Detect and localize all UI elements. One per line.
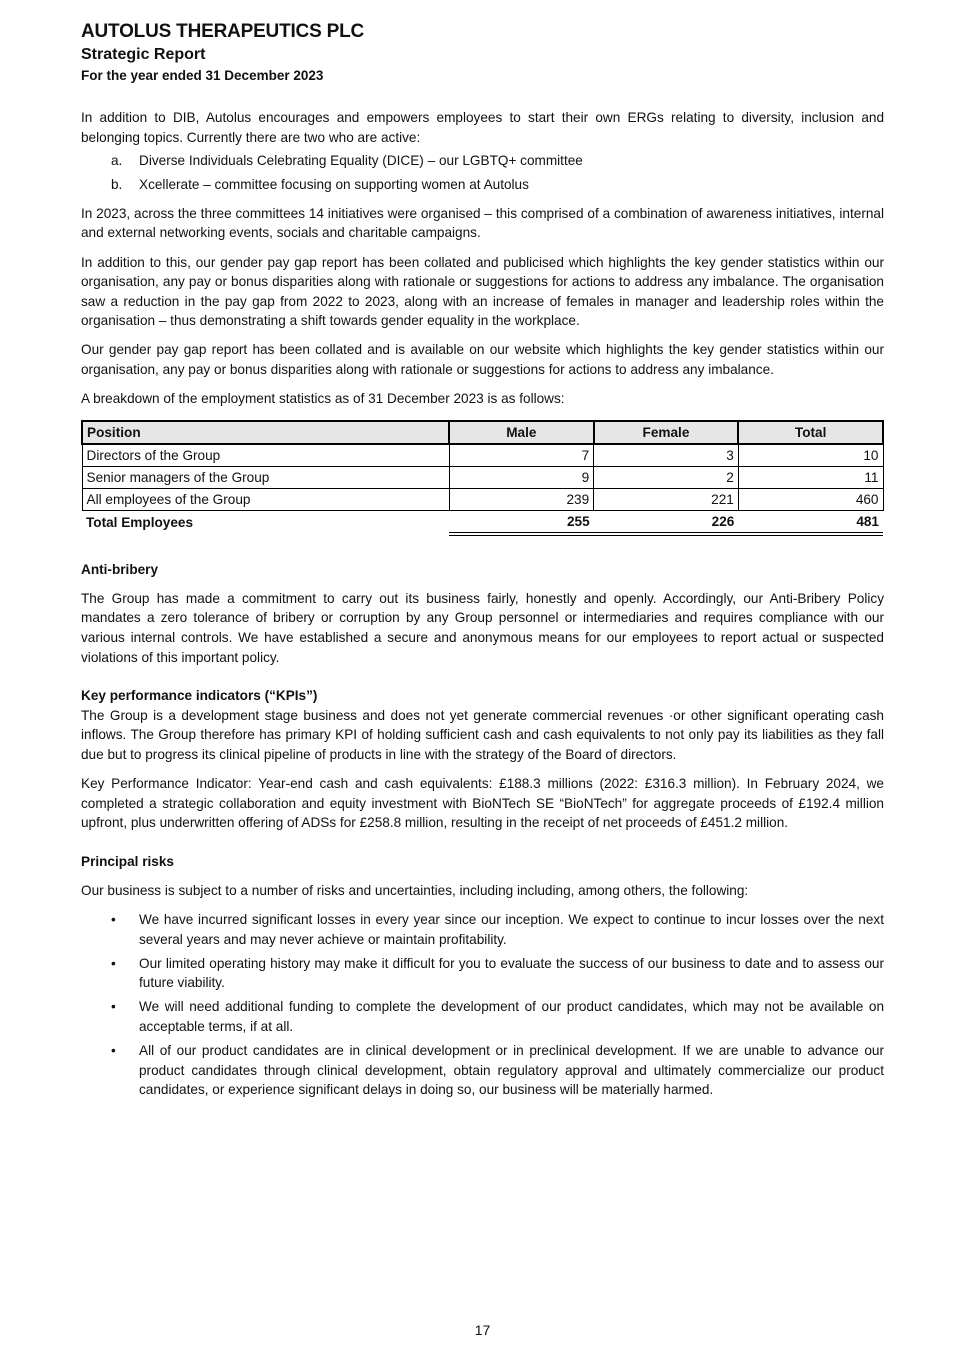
erg-list [81, 151, 884, 194]
list-text: Xcellerate – committee focusing on supporting women at Autolus [139, 176, 529, 192]
table-total-row [82, 510, 883, 534]
cell-position: Total Employees [86, 514, 194, 530]
list-item [81, 910, 884, 949]
report-title: Strategic Report [81, 46, 206, 63]
gender-pay-website-paragraph: Our gender pay gap report has been collated and is available on our website which highlights the key gender statistics within our organisation, any pay or bonus disparities along with rationale or suggestions for actions to address any imbalance. [81, 342, 884, 378]
list-item [81, 997, 884, 1036]
cell-male: 7 [449, 444, 594, 467]
cell-position: Directors of the Group [82, 444, 449, 467]
cell-total: 10 [738, 444, 883, 467]
cell-total: 481 [738, 510, 883, 534]
list-text: Our limited operating history may make it difficult for you to evaluate the success of our business to date and to assess our future viability. [139, 955, 884, 991]
cell-position: All employees of the Group [82, 488, 449, 510]
cell-female: 3 [594, 444, 739, 467]
anti-bribery-paragraph: The Group has made a commitment to carry out its business fairly, honestly and openly. Accordingly, our Anti-Bribery Policy mandates a zero tolerance of bribery or corruption by any Group personnel or intermediaries and requires compliance with our various internal controls. We have established a secure and anonymous means for our employees to report actual or suspected violations of this important policy. [81, 590, 884, 665]
table-row [82, 488, 883, 510]
list-text: Diverse Individuals Celebrating Equality (DICE) – our LGBTQ+ committee [139, 153, 583, 169]
table-row [82, 444, 883, 467]
gender-pay-paragraph: In addition to this, our gender pay gap report has been collated and publicised which highlights the key gender statistics within our organisation, any pay or bonus disparities along with rationale or suggestions for actions to address any imbalance. The organisation saw a reduction in the pay gap from 2022 to 2023, along with an increase of females in manager and leadership roles within the organisation – thus demonstrating a shift towards gender equality in the workplace. [81, 254, 884, 329]
employment-stats-intro: A breakdown of the employment statistics as of 31 December 2023 is as follows: [81, 391, 565, 407]
initiatives-paragraph: In 2023, across the three committees 14 initiatives were organised – this comprised of a combination of awareness initiatives, internal and external networking events, socials and charitable campaigns. [81, 205, 884, 241]
list-text: All of our product candidates are in clinical development or in preclinical development. If we are unable to advance our product candidates through clinical development, obtain regulatory approval and ultimately commercialize our product candidates, or experience significant delays in doing so, our business will be materially harmed. [139, 1043, 884, 1098]
page-number: 17 [474, 1322, 491, 1338]
list-item [81, 1041, 884, 1100]
cell-female: 2 [594, 466, 739, 488]
cell-male: 255 [449, 510, 594, 534]
cell-male: 9 [449, 466, 594, 488]
risks-list [81, 910, 884, 1100]
list-item [81, 151, 884, 171]
list-marker: a. [111, 153, 123, 169]
principal-risks-intro: Our business is subject to a number of risks and uncertainties, including including, among others, the following: [81, 882, 749, 898]
employment-statistics-table [81, 420, 884, 536]
list-text: We will need additional funding to complete the development of our product candidates, which may not be available on acceptable terms, if at all. [139, 999, 884, 1034]
report-period: For the year ended 31 December 2023 [81, 68, 324, 83]
cell-total: 460 [738, 488, 883, 510]
list-text: We have incurred significant losses in every year since our inception. We expect to continue to incur losses over the next several years and may never achieve or maintain profitability. [139, 912, 884, 947]
anti-bribery-heading: Anti-bribery [81, 561, 159, 577]
bullet-icon: • [111, 1043, 116, 1059]
cell-female: 226 [594, 510, 739, 534]
list-item [81, 954, 884, 993]
list-item [81, 175, 884, 195]
cell-female: 221 [594, 488, 739, 510]
kpi-paragraph: The Group is a development stage business and does not yet generate commercial revenues ·or other significant operating cash inflows. The Group therefore has primary KPI of holding sufficient cash and cash equivalents to not only pay its liabilities as they fall due but to progress its clinical pipeline of products in line with the strategy of the Board of directors. [81, 707, 884, 762]
cell-total: 11 [738, 466, 883, 488]
list-marker: b. [111, 176, 123, 192]
erg-intro-paragraph: In addition to DIB, Autolus encourages and empowers employees to start their own ERGs relating to diversity, inclusion and belonging topics. Currently there are two who are active: [81, 110, 884, 145]
column-header-position: Position [82, 421, 449, 444]
column-header-female: Female [594, 421, 739, 444]
cell-male: 239 [449, 488, 594, 510]
cell-position: Senior managers of the Group [82, 466, 449, 488]
principal-risks-heading: Principal risks [81, 853, 174, 869]
document-page [81, 20, 884, 1100]
table-row [82, 466, 883, 488]
kpi-cash-paragraph: Key Performance Indicator: Year-end cash and cash equivalents: £188.3 millions (2022: £316.3 million). In February 2024, we completed a strategic collaboration and equity investment with BioNTech SE “BioNTech” for aggregate proceeds of £192.4 million upfront, plus underwritten offering of ADSs for £258.8 million, resulting in the receipt of net proceeds of £451.2 million. [81, 776, 884, 831]
column-header-male: Male [449, 421, 594, 444]
table-header-row [82, 421, 883, 444]
bullet-icon: • [111, 955, 116, 971]
bullet-icon: • [111, 912, 116, 928]
kpi-heading: Key performance indicators (“KPIs”) [81, 688, 318, 704]
company-name: AUTOLUS THERAPEUTICS PLC [81, 21, 365, 42]
column-header-total: Total [738, 421, 883, 444]
bullet-icon: • [111, 999, 116, 1015]
